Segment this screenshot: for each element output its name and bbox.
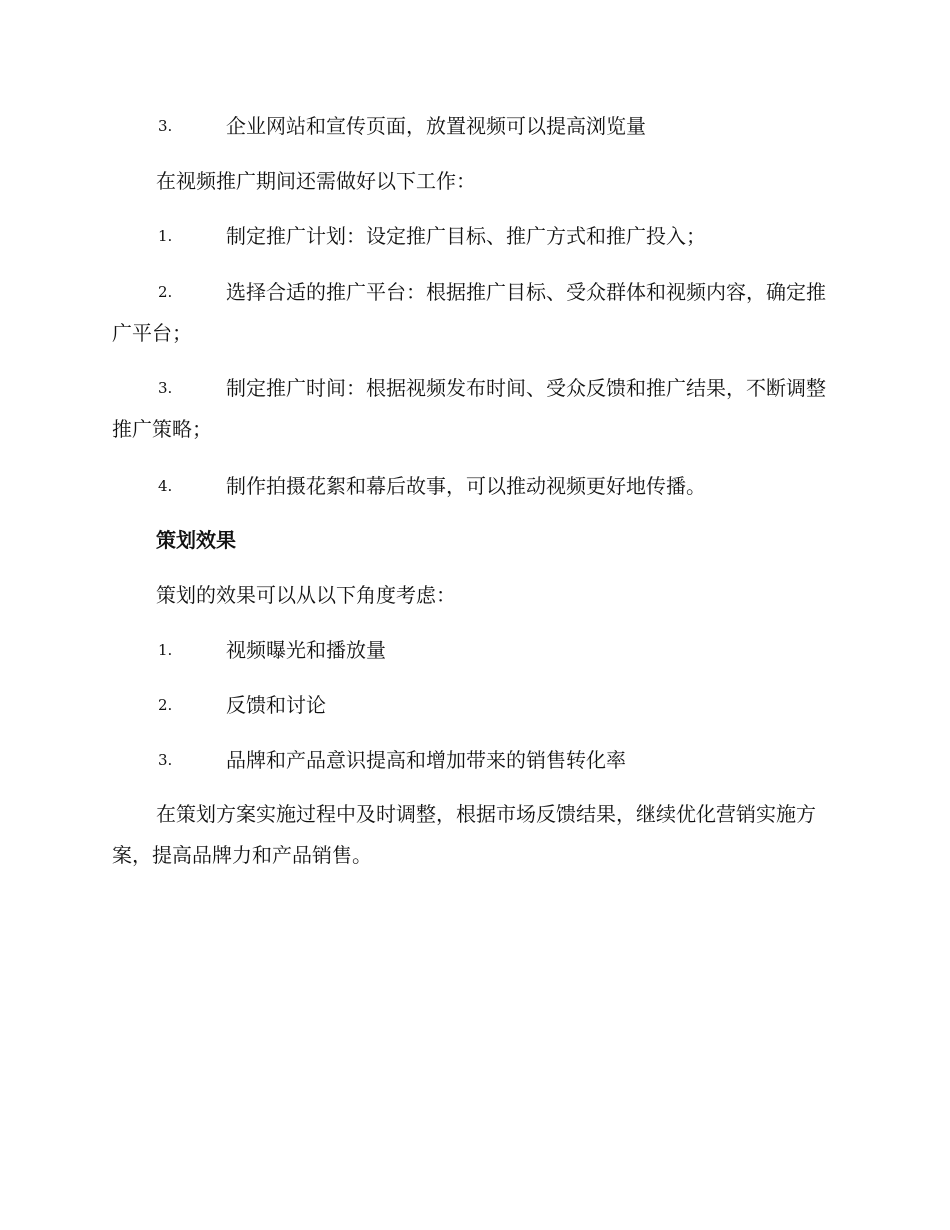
list-item xyxy=(112,466,836,507)
list-text: 反馈和讨论 xyxy=(226,693,326,717)
list-text: 选择合适的推广平台：根据推广目标、受众群体和视频内容，确定推广平台； xyxy=(112,280,826,345)
paragraph-intro-work: 在视频推广期间还需做好以下工作： xyxy=(156,169,476,193)
list-item xyxy=(112,740,836,781)
list-number: 1. xyxy=(158,641,173,659)
list-text: 企业网站和宣传页面，放置视频可以提高浏览量 xyxy=(226,114,646,138)
paragraph-intro-effect: 策划的效果可以从以下角度考虑： xyxy=(156,583,456,607)
list-item xyxy=(112,272,836,354)
list-text: 品牌和产品意识提高和增加带来的销售转化率 xyxy=(226,748,626,772)
list-number: 3. xyxy=(158,751,173,769)
list-text: 制作拍摄花絮和幕后故事，可以推动视频更好地传播。 xyxy=(226,474,706,498)
list-number: 2. xyxy=(158,283,173,301)
list-text: 制定推广时间：根据视频发布时间、受众反馈和推广结果，不断调整推广策略； xyxy=(112,376,826,441)
list-item xyxy=(112,630,836,671)
section-heading: 策划效果 xyxy=(156,528,236,552)
list-item xyxy=(112,106,836,147)
list-number: 2. xyxy=(158,696,173,714)
list-number: 4. xyxy=(158,477,173,495)
list-item xyxy=(112,368,836,450)
list-number: 3. xyxy=(158,379,173,397)
list-number: 3. xyxy=(158,117,173,135)
paragraph-conclusion: 在策划方案实施过程中及时调整，根据市场反馈结果，继续优化营销实施方案，提高品牌力和产品销售。 xyxy=(112,802,816,867)
list-item xyxy=(112,685,836,726)
list-text: 制定推广计划：设定推广目标、推广方式和推广投入； xyxy=(226,224,706,248)
list-item xyxy=(112,216,836,257)
list-number: 1. xyxy=(158,227,173,245)
list-text: 视频曝光和播放量 xyxy=(226,638,386,662)
